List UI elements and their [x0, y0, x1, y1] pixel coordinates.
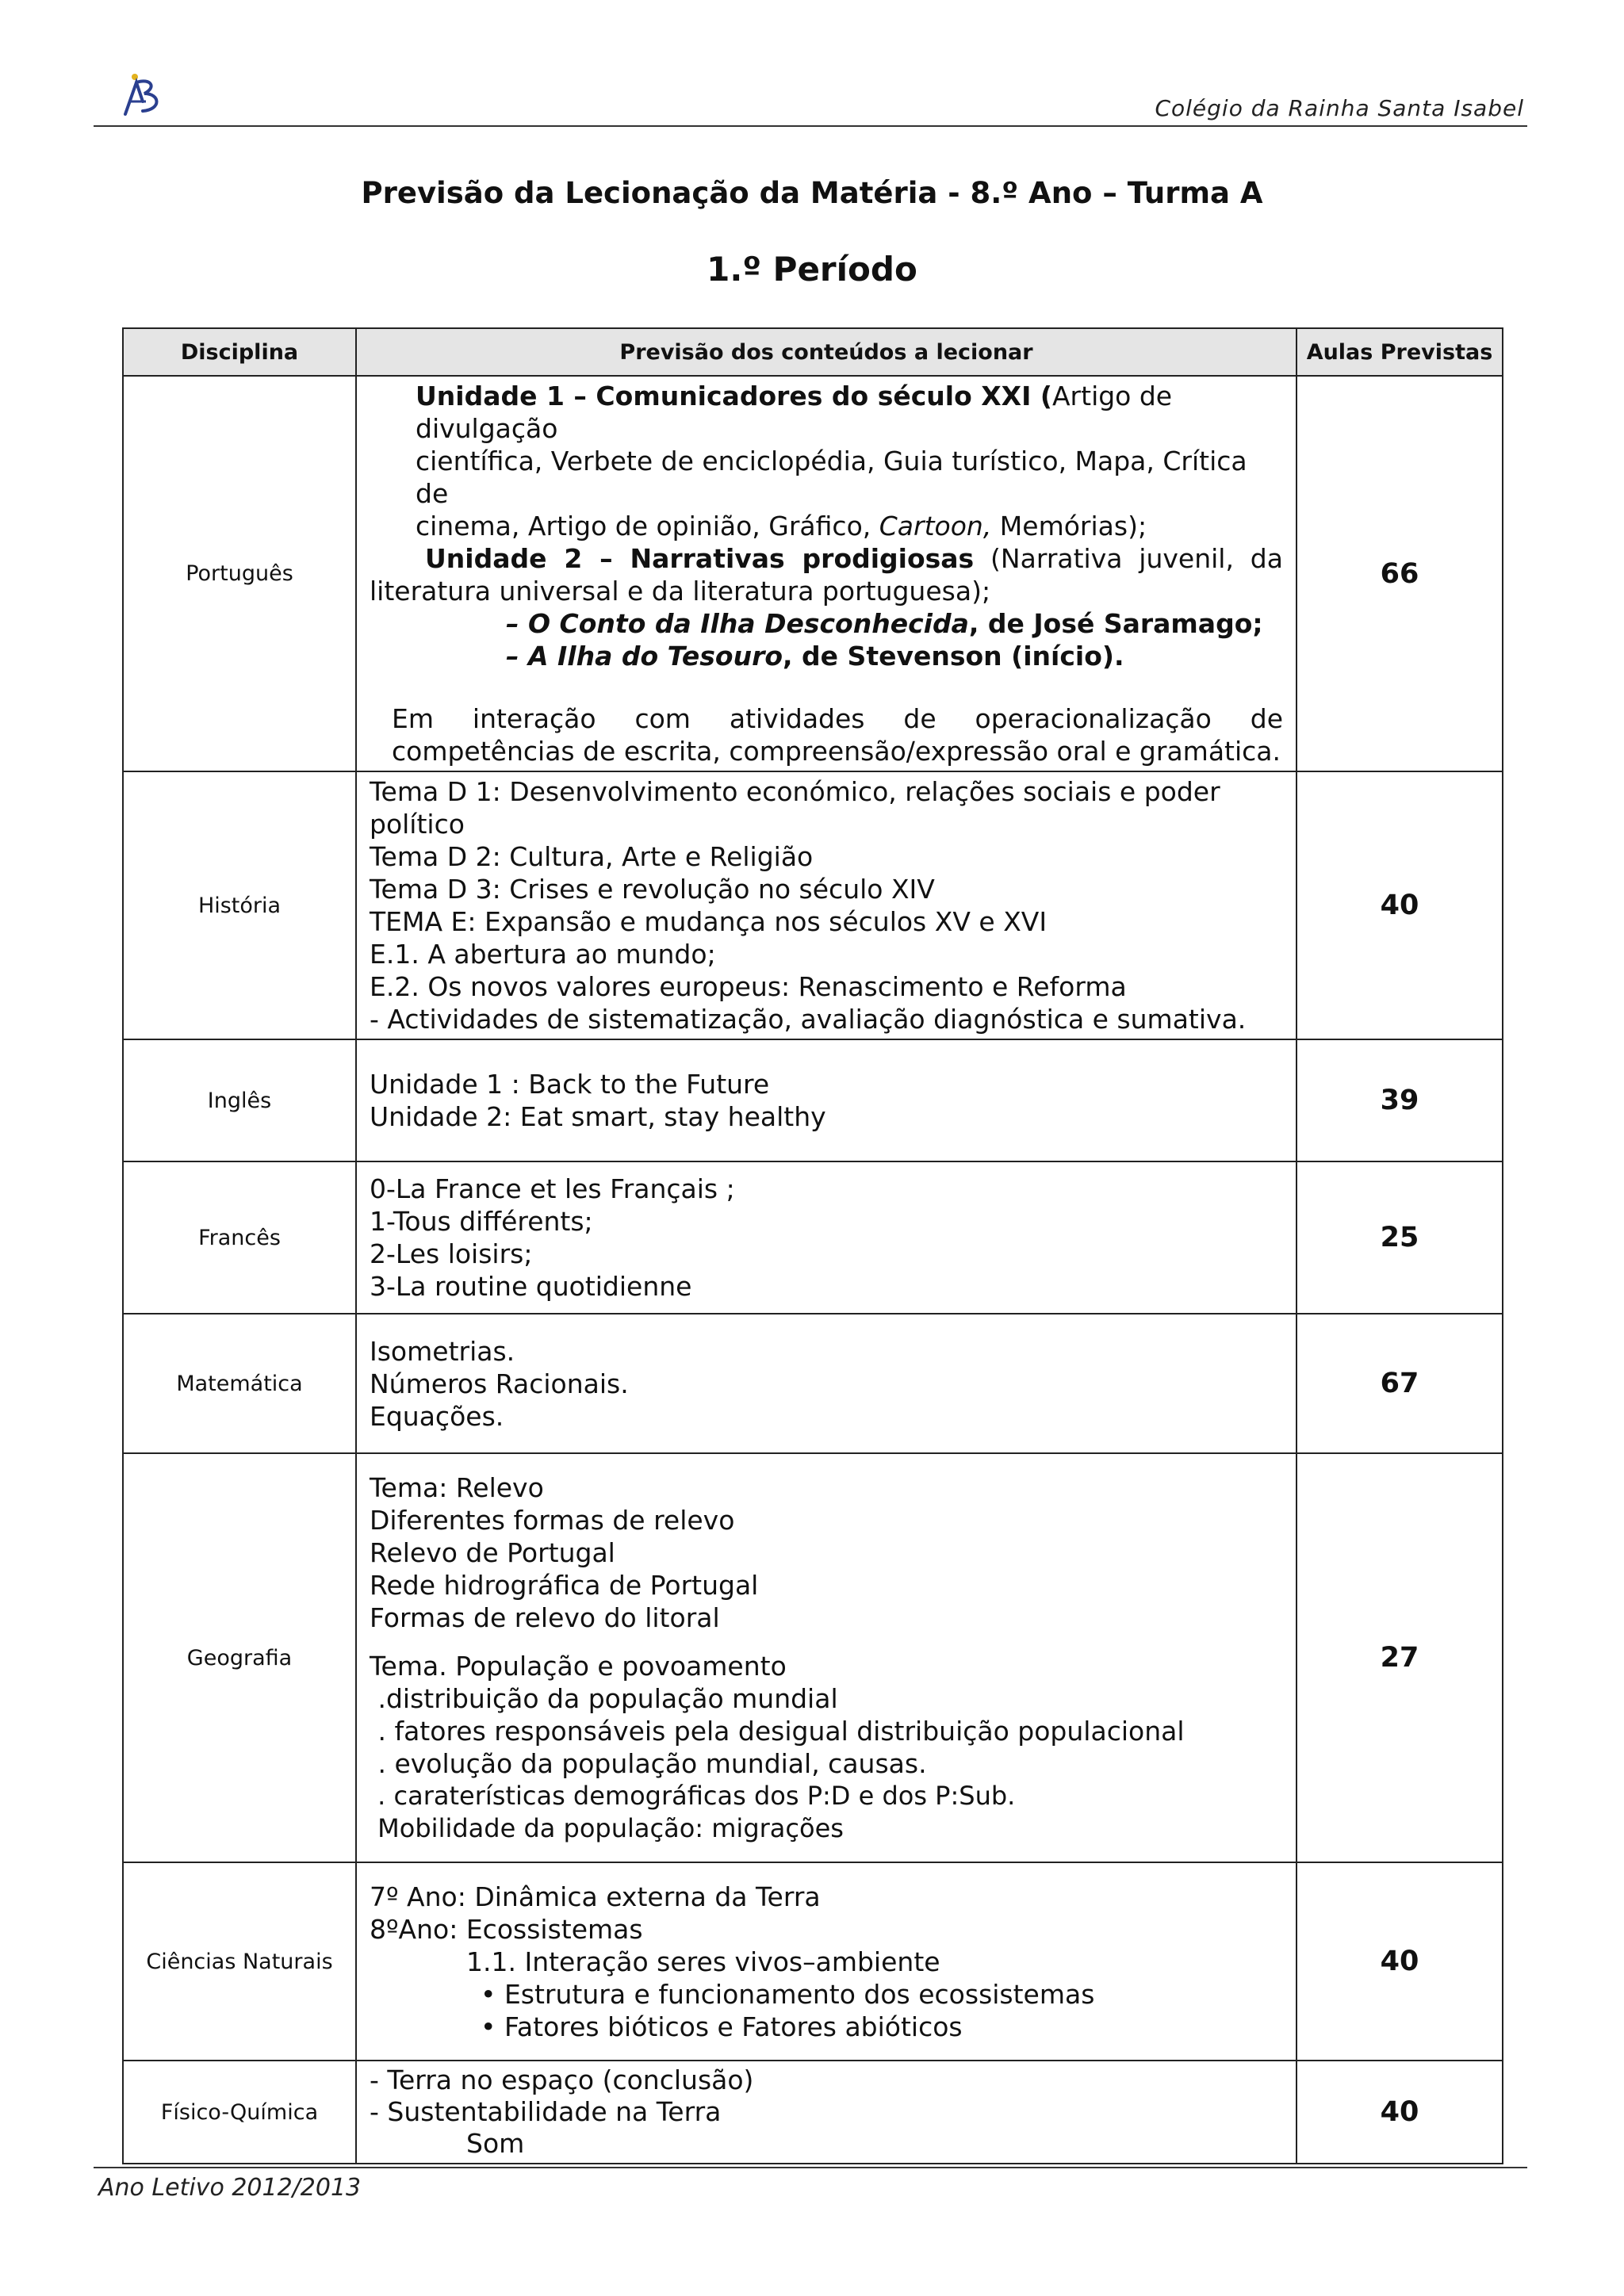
unit1-line3: cinema, Artigo de opinião, Gráfico, Cartoon, Memórias); — [416, 511, 1147, 541]
lessons-cell: 40 — [1297, 2061, 1503, 2164]
subject-cell: Ciências Naturais — [123, 1862, 356, 2061]
geo-line: . caraterísticas demográficas dos P:D e dos P:Sub. — [370, 1780, 1016, 1811]
table-row — [123, 1314, 1503, 1453]
lessons-cell: 27 — [1297, 1453, 1503, 1862]
geo-line: Tema. População e povoamento — [370, 1650, 787, 1682]
geo-line: Tema: Relevo — [370, 1471, 544, 1503]
table-row — [123, 771, 1503, 1039]
lessons-cell: 67 — [1297, 1314, 1503, 1453]
french-line: 2-Les loisirs; — [370, 1238, 533, 1269]
unit1-line2: científica, Verbete de enciclopédia, Guia turístico, Mapa, Crítica de — [416, 446, 1247, 509]
footer-divider — [94, 2167, 1527, 2168]
subject-cell: Inglês — [123, 1039, 356, 1161]
school-name: Colégio da Rainha Santa Isabel — [1155, 95, 1524, 121]
physics-line: - Terra no espaço (conclusão) — [370, 2064, 754, 2095]
geo-line: Formas de relevo do litoral — [370, 1601, 720, 1633]
contents-cell — [356, 771, 1297, 1039]
header-lessons: Aulas Previstas — [1297, 328, 1503, 376]
school-logo-icon — [119, 70, 168, 119]
geo-line: Rede hidrográfica de Portugal — [370, 1569, 759, 1601]
physics-line: - Sustentabilidade na Terra — [370, 2096, 722, 2127]
history-line: Tema D 3: Crises e revolução no século XIV — [370, 874, 935, 905]
geo-line: . evolução da população mundial, causas. — [370, 1747, 927, 1779]
english-line: Unidade 1 : Back to the Future — [370, 1069, 770, 1100]
subject-cell: Geografia — [123, 1453, 356, 1862]
header-contents: Previsão dos conteúdos a lecionar — [356, 328, 1297, 376]
table-row — [123, 1161, 1503, 1314]
table-row — [123, 1453, 1503, 1862]
contents-cell — [356, 1314, 1297, 1453]
physics-line: Som — [466, 2128, 525, 2159]
subject-cell: Português — [123, 376, 356, 771]
contents-cell — [356, 2061, 1297, 2164]
math-line: Isometrias. — [370, 1335, 515, 1367]
period-title: 1.º Período — [707, 250, 917, 289]
history-line: - Actividades de sistematização, avaliação diagnóstica e sumativa. — [370, 1004, 1247, 1035]
contents-cell — [356, 1862, 1297, 2061]
table-row — [123, 2061, 1503, 2164]
science-line: 1.1. Interação seres vivos–ambiente — [466, 1946, 940, 1977]
book-1: – O Conto da Ilha Desconhecida, de José Saramago; — [506, 608, 1263, 639]
lesson-plan-table — [122, 327, 1503, 2164]
math-line: Números Racionais. — [370, 1368, 629, 1399]
science-line: 8ºAno: Ecossistemas — [370, 1913, 643, 1945]
page-title: Previsão da Lecionação da Matéria - 8.º Ano – Turma A — [361, 176, 1263, 210]
table-header-row — [123, 328, 1503, 376]
science-bullet: • Estrutura e funcionamento dos ecossistemas — [481, 1978, 1095, 2010]
geo-line: .distribuição da população mundial — [370, 1682, 838, 1714]
lessons-cell: 40 — [1297, 771, 1503, 1039]
math-line: Equações. — [370, 1400, 504, 1432]
science-bullet: • Fatores bióticos e Fatores abióticos — [481, 2011, 963, 2042]
lessons-cell: 40 — [1297, 1862, 1503, 2061]
geo-line: Diferentes formas de relevo — [370, 1504, 735, 1536]
header-divider — [94, 125, 1527, 127]
subject-cell: Matemática — [123, 1314, 356, 1453]
history-line: TEMA E: Expansão e mudança nos séculos XV e XVI — [370, 906, 1048, 937]
lessons-cell: 39 — [1297, 1039, 1503, 1161]
unit2-text: Unidade 2 – Narrativas prodigiosas (Narrativa juvenil, da literatura universal e da literatura portuguesa); — [370, 543, 1283, 607]
history-line: E.2. Os novos valores europeus: Renascimento e Reforma — [370, 971, 1127, 1002]
table-row — [123, 1039, 1503, 1161]
french-line: 1-Tous différents; — [370, 1206, 593, 1237]
french-line: 0-La France et les Français ; — [370, 1173, 735, 1204]
science-line: 7º Ano: Dinâmica externa da Terra — [370, 1881, 821, 1912]
contents-cell — [356, 1161, 1297, 1314]
table-row — [123, 376, 1503, 771]
history-line: Tema D 1: Desenvolvimento económico, relações sociais e poder político — [370, 776, 1220, 840]
lessons-cell: 25 — [1297, 1161, 1503, 1314]
history-line: Tema D 2: Cultura, Arte e Religião — [370, 841, 814, 872]
interaction-note: Em interação com atividades de operacionalização de competências de escrita, compreensão/expressão oral e gramática. — [392, 703, 1283, 767]
contents-cell — [356, 1453, 1297, 1862]
subject-cell: Francês — [123, 1161, 356, 1314]
history-line: E.1. A abertura ao mundo; — [370, 939, 716, 970]
contents-cell — [356, 376, 1297, 771]
subject-cell: História — [123, 771, 356, 1039]
lessons-cell: 66 — [1297, 376, 1503, 771]
geo-line: Relevo de Portugal — [370, 1536, 615, 1568]
geo-line: Mobilidade da população: migrações — [370, 1812, 844, 1843]
english-line: Unidade 2: Eat smart, stay healthy — [370, 1101, 826, 1132]
header-subject: Disciplina — [123, 328, 356, 376]
contents-cell — [356, 1039, 1297, 1161]
unit1-line1: Unidade 1 – Comunicadores do século XXI (Artigo de divulgação — [416, 381, 1173, 444]
table-row — [123, 1862, 1503, 2061]
geo-line: . fatores responsáveis pela desigual distribuição populacional — [370, 1715, 1185, 1747]
school-year: Ano Letivo 2012/2013 — [98, 2174, 362, 2202]
book-2: – A Ilha do Tesouro, de Stevenson (início). — [506, 641, 1124, 672]
french-line: 3-La routine quotidienne — [370, 1271, 692, 1302]
subject-cell: Físico-Química — [123, 2061, 356, 2164]
